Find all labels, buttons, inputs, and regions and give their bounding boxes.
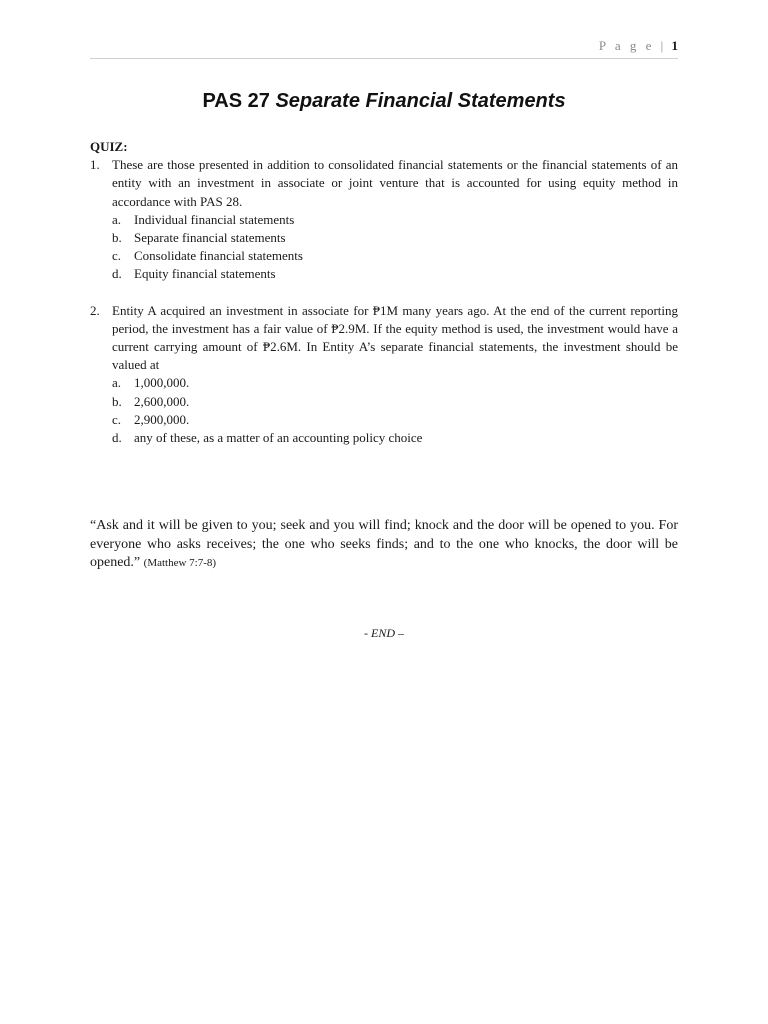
- option-text: any of these, as a matter of an accounting policy choice: [134, 430, 423, 446]
- end-marker: - END –: [364, 626, 404, 640]
- question-number: 2.: [90, 302, 100, 318]
- option-letter: b.: [112, 230, 122, 246]
- page-number: 1: [671, 38, 678, 53]
- option-list: [112, 211, 678, 284]
- quiz-section: [90, 138, 678, 447]
- option-letter: c.: [112, 411, 122, 427]
- option-letter: a.: [112, 375, 122, 391]
- question-spacer: [90, 284, 678, 302]
- option-list: [112, 374, 678, 447]
- question-2: [90, 302, 678, 448]
- question-text: These are those presented in addition to consolidated financial statements or the financial statements of an entity with an investment in associate or joint venture that is accounted for using equity method in accordance with PAS 28.: [112, 157, 678, 209]
- option-item: [112, 393, 678, 411]
- option-text: Separate financial statements: [134, 230, 286, 246]
- option-item: [112, 265, 678, 283]
- option-text: Consolidate financial statements: [134, 248, 303, 264]
- option-text: 2,900,000.: [134, 411, 190, 427]
- title-name: Separate Financial Statements: [275, 90, 566, 112]
- option-item: [112, 374, 678, 392]
- option-letter: a.: [112, 211, 122, 227]
- page-separator: |: [660, 38, 664, 53]
- question-number: 1.: [90, 157, 100, 173]
- quiz-label: QUIZ:: [90, 139, 128, 154]
- page-header: [90, 38, 678, 59]
- question-1: [90, 156, 678, 283]
- option-letter: c.: [112, 248, 122, 264]
- option-item: [112, 229, 678, 247]
- option-letter: d.: [112, 266, 122, 282]
- bible-quote: [90, 517, 678, 573]
- option-text: Individual financial statements: [134, 211, 295, 227]
- option-text: Equity financial statements: [134, 266, 276, 282]
- option-text: 1,000,000.: [134, 375, 190, 391]
- option-text: 2,600,000.: [134, 393, 190, 409]
- title-code: PAS 27: [202, 90, 270, 112]
- page-label: P a g e: [598, 38, 655, 53]
- option-item: [112, 211, 678, 229]
- option-item: [112, 429, 678, 447]
- document-title: [90, 90, 678, 113]
- option-item: [112, 247, 678, 265]
- option-letter: b.: [112, 393, 122, 409]
- quote-text: “Ask and it will be given to you; seek and you will find; knock and the door will be opened to you. For everyone who asks receives; the one who seeks finds; and to the one who knocks, the door will be opened.”: [90, 518, 678, 570]
- option-letter: d.: [112, 430, 122, 446]
- question-text: Entity A acquired an investment in associate for ₱1M many years ago. At the end of the current reporting period, the investment has a fair value of ₱2.9M. If the equity method is used, the investment would have a current carrying amount of ₱2.6M. In Entity A’s separate financial statements, the investment should be valued at: [112, 302, 678, 373]
- option-item: [112, 411, 678, 429]
- quote-reference: (Matthew 7:7-8): [143, 557, 217, 569]
